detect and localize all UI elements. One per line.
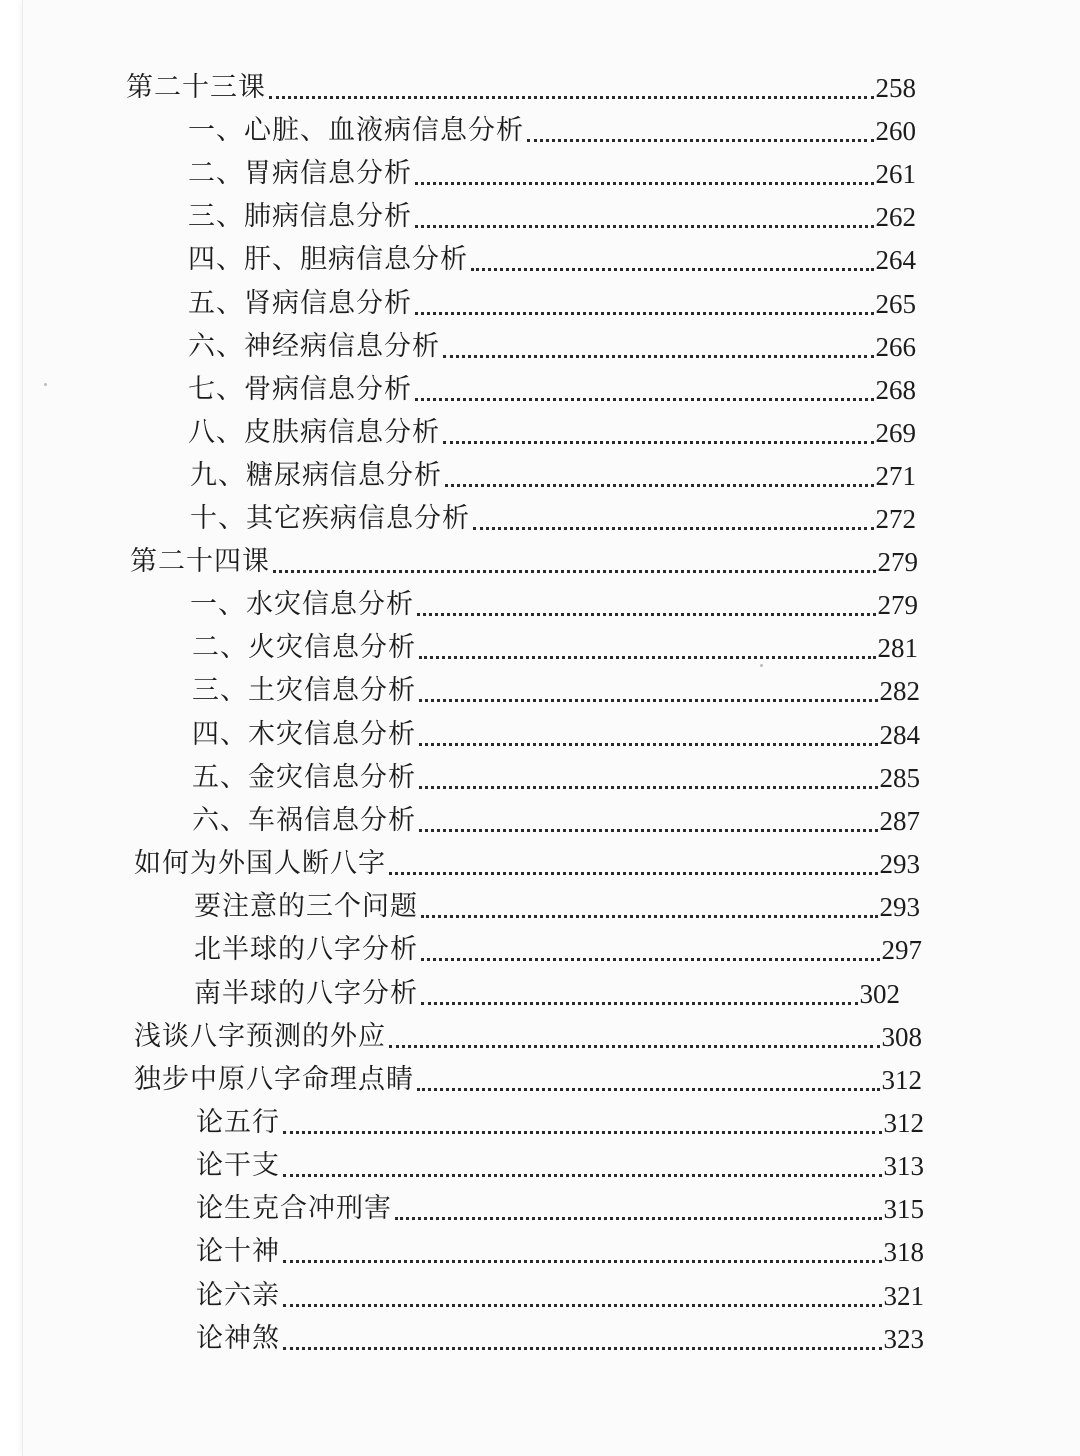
dot-leader	[283, 1347, 882, 1350]
dot-leader	[283, 1260, 882, 1263]
dot-leader	[269, 96, 874, 99]
toc-page-number: 269	[875, 418, 916, 448]
dot-leader	[415, 398, 874, 401]
toc-entry	[196, 1276, 924, 1316]
toc-entry	[190, 585, 918, 625]
toc-entry	[194, 930, 922, 970]
toc-entry	[194, 974, 900, 1014]
toc-entry	[192, 758, 920, 798]
toc-entry	[192, 628, 918, 668]
dot-leader	[527, 139, 874, 142]
toc-entry	[188, 413, 916, 453]
toc-entry-title: 四、木灾信息分析	[192, 719, 416, 750]
toc-entry-title: 五、金灾信息分析	[192, 762, 416, 793]
toc-entry-title: 十、其它疾病信息分析	[190, 503, 470, 534]
toc-entry-title: 二、胃病信息分析	[188, 158, 412, 189]
toc-entry-title: 第二十四课	[130, 546, 270, 577]
toc-page-number: 287	[879, 806, 920, 836]
toc-entry	[188, 327, 916, 367]
toc-entry	[188, 370, 916, 410]
toc-entry-title: 八、皮肤病信息分析	[188, 417, 440, 448]
toc-entry	[190, 456, 916, 496]
toc-entry-title: 四、肝、胆病信息分析	[188, 244, 468, 275]
toc-page-number: 323	[883, 1324, 924, 1354]
dot-leader	[419, 829, 878, 832]
dot-leader	[283, 1304, 882, 1307]
toc-page-number: 285	[879, 763, 920, 793]
toc-entry	[134, 1017, 922, 1057]
toc-entry-title: 七、骨病信息分析	[188, 374, 412, 405]
dot-leader	[419, 699, 878, 702]
toc-entry	[134, 1060, 922, 1100]
dot-leader	[389, 872, 878, 875]
dot-leader	[415, 312, 874, 315]
toc-entry	[196, 1146, 924, 1186]
toc-entry	[196, 1103, 924, 1143]
toc-page-number: 297	[881, 935, 922, 965]
dot-leader	[443, 355, 874, 358]
toc-entry-title: 论神煞	[196, 1323, 280, 1354]
toc-entry-title: 六、神经病信息分析	[188, 331, 440, 362]
toc-entry-title: 如何为外国人断八字	[134, 848, 386, 879]
dot-leader	[417, 1088, 880, 1091]
toc-entry-title: 南半球的八字分析	[194, 978, 418, 1009]
toc-entry	[188, 240, 916, 280]
toc-page-number: 312	[883, 1108, 924, 1138]
toc-page-number: 308	[881, 1022, 922, 1052]
toc-entry-title: 第二十三课	[126, 72, 266, 103]
dot-leader	[395, 1217, 882, 1220]
dot-leader	[419, 743, 878, 746]
toc-page-number: 271	[875, 461, 916, 491]
dot-leader	[445, 484, 874, 487]
toc-entry	[192, 801, 920, 841]
toc-page-number: 315	[883, 1194, 924, 1224]
dot-leader	[421, 1002, 858, 1005]
dot-leader	[415, 182, 874, 185]
toc-entry	[196, 1189, 924, 1229]
toc-entry-title: 三、土灾信息分析	[192, 675, 416, 706]
toc-entry	[188, 111, 916, 151]
dot-leader	[417, 613, 876, 616]
toc-entry-title: 北半球的八字分析	[194, 934, 418, 965]
toc-entry	[190, 499, 916, 539]
toc-page-number: 312	[881, 1065, 922, 1095]
dot-leader	[415, 225, 874, 228]
toc-entry	[196, 1319, 924, 1359]
toc-entry-title: 论六亲	[196, 1280, 280, 1311]
toc-page-number: 321	[883, 1281, 924, 1311]
dot-leader	[419, 786, 878, 789]
toc-entry-title: 二、火灾信息分析	[192, 632, 416, 663]
toc-entry-title: 论生克合冲刑害	[196, 1193, 392, 1224]
toc-entry-title: 五、肾病信息分析	[188, 288, 412, 319]
toc-page-number: 260	[875, 116, 916, 146]
toc-page-number: 284	[879, 720, 920, 750]
toc-page-number: 258	[875, 73, 916, 103]
toc-page-number: 261	[875, 159, 916, 189]
toc-page-number: 318	[883, 1237, 924, 1267]
toc-entry-title: 浅谈八字预测的外应	[134, 1021, 386, 1052]
dot-leader	[471, 268, 874, 271]
dot-leader	[419, 656, 876, 659]
toc-entry-title: 九、糖尿病信息分析	[190, 460, 442, 491]
toc-page-number: 313	[883, 1151, 924, 1181]
dot-leader	[443, 441, 874, 444]
toc-entry	[188, 284, 916, 324]
toc-page-number: 268	[875, 375, 916, 405]
toc-page-number: 302	[859, 979, 900, 1009]
dot-leader	[283, 1174, 882, 1177]
toc-entry-title: 论五行	[196, 1107, 280, 1138]
toc-page-number: 264	[875, 245, 916, 275]
dot-leader	[473, 527, 874, 530]
toc-entry-title: 六、车祸信息分析	[192, 805, 416, 836]
toc-entry	[188, 197, 916, 237]
toc-page-number: 293	[879, 849, 920, 879]
toc-entry	[192, 715, 920, 755]
toc-page-number: 282	[879, 676, 920, 706]
dot-leader	[273, 570, 876, 573]
toc-entry	[130, 542, 918, 582]
toc-entry	[134, 844, 920, 884]
dot-leader	[283, 1131, 882, 1134]
toc-entry-title: 论干支	[196, 1150, 280, 1181]
toc-entry-title: 要注意的三个问题	[194, 891, 418, 922]
toc-entry-title: 论十神	[196, 1236, 280, 1267]
toc-entry	[192, 671, 920, 711]
toc-page-number: 279	[877, 590, 918, 620]
toc-page-number: 281	[877, 633, 918, 663]
toc-entry-title: 三、肺病信息分析	[188, 201, 412, 232]
toc-page-number: 293	[879, 892, 920, 922]
toc-entry-title: 一、心脏、血液病信息分析	[188, 115, 524, 146]
toc-page-number: 279	[877, 547, 918, 577]
toc-page-number: 262	[875, 202, 916, 232]
toc-page-number: 272	[875, 504, 916, 534]
toc-entry	[126, 68, 916, 108]
toc-entry	[196, 1232, 924, 1272]
dot-leader	[389, 1045, 880, 1048]
toc-entry	[194, 887, 920, 927]
toc-entry-title: 独步中原八字命理点睛	[134, 1064, 414, 1095]
toc-page-number: 266	[875, 332, 916, 362]
toc-entry	[188, 154, 916, 194]
dot-leader	[421, 958, 880, 961]
toc-page-number: 265	[875, 289, 916, 319]
dot-leader	[421, 915, 878, 918]
toc-entry-title: 一、水灾信息分析	[190, 589, 414, 620]
